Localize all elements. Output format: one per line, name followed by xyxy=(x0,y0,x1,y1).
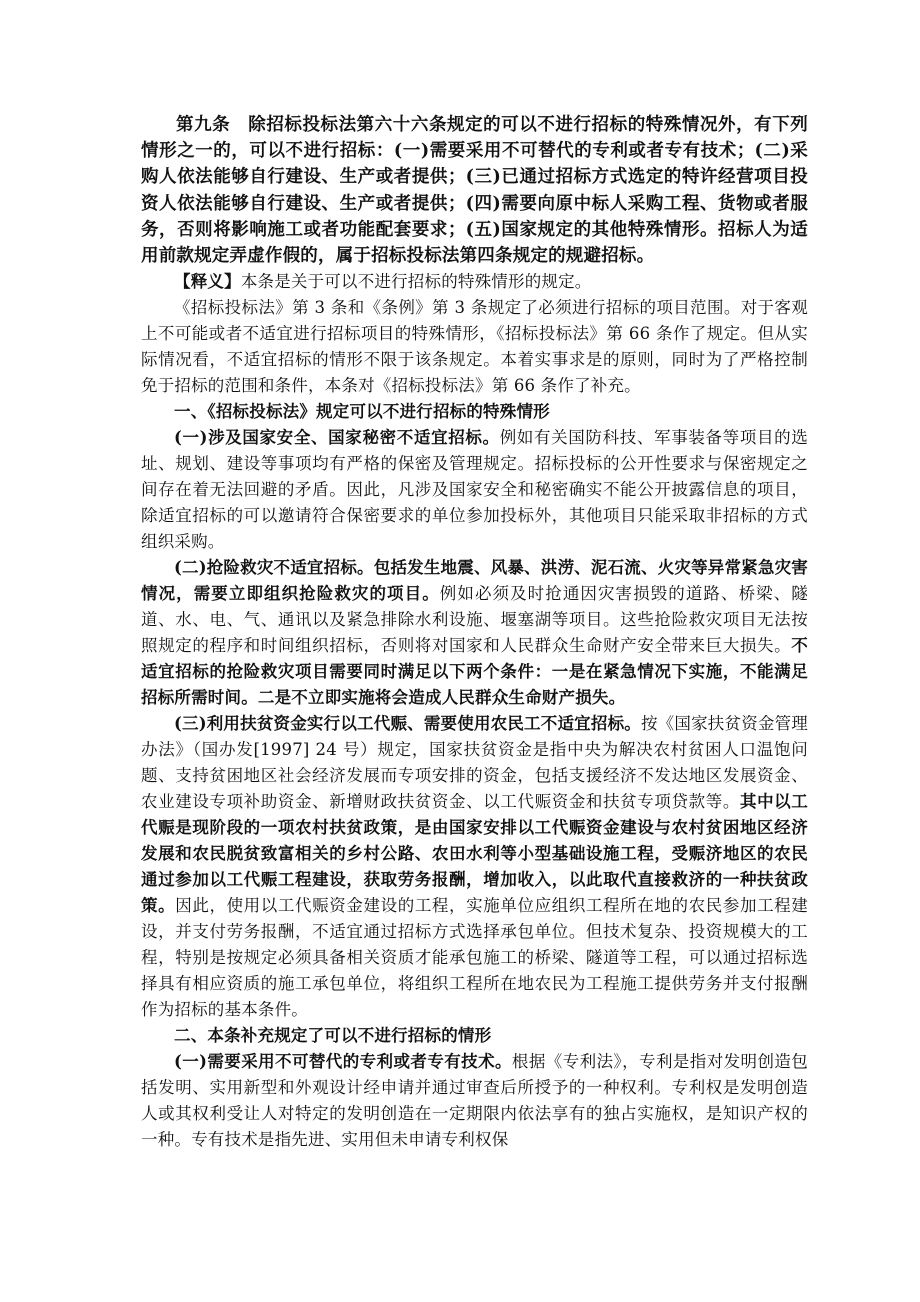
interpretation-paragraph xyxy=(141,269,808,295)
section-1-item-1-lead: (一)涉及国家安全、国家秘密不适宜招标。 xyxy=(174,428,500,448)
section-1-item-1 xyxy=(141,425,808,555)
section-1-item-3-text-2: 因此，使用以工代赈资金建设的工程，实施单位应组织工程所在地的农民参加工程建设，并支付劳务报酬，不适宜通过招标方式选择承包单位。但技术复杂、投资规模大的工程，特别是按规定必须具备相关资质才能承包施工的桥梁、隧道等工程，可以通过招标选择具有相应资质的施工承包单位，将组织工程所在地农民为工程施工提供劳务并支付报酬作为招标的基本条件。 xyxy=(141,896,808,1020)
section-1-item-3 xyxy=(141,711,808,1023)
interpretation-label: 【释义】 xyxy=(174,272,241,292)
section-1-item-2-lead: (二)抢险救灾不适宜招标。包括发生地震、风暴、洪涝、泥石流、火灾等异常紧急灾害情况，需要立即组织抢险救灾的项目。 xyxy=(141,558,808,604)
section-2-heading: 二、本条补充规定了可以不进行招标的情形 xyxy=(174,1026,492,1046)
section-2-item-1-text: 根据《专利法》，专利是指对发明创造包括发明、实用新型和外观设计经申请并通过审查后所授予的一种权利。专利权是发明创造人或其权利受让人对特定的发明创造在一定期限内依法享有的独占实施权，是知识产权的一种。专有技术是指先进、实用但未申请专利权保 xyxy=(141,1052,808,1150)
section-1-item-3-bold: 其中以工代赈是现阶段的一项农村扶贫政策，是由国家安排以工代赈资金建设与农村贫困地区经济发展和农民脱贫致富相关的乡村公路、农田水利等小型基础设施工程，受赈济地区的农民通过参加以工代赈工程建设，获取劳务报酬，增加收入，以此取代直接救济的一种扶贫政策。 xyxy=(141,792,808,916)
section-1-item-2-tail: 不适宜招标的抢险救灾项目需要同时满足以下两个条件：一是在紧急情况下实施，不能满足招标所需时间。二是不立即实施将会造成人民群众生命财产损失。 xyxy=(141,636,808,708)
section-1-item-1-text: 例如有关国防科技、军事装备等项目的选址、规划、建设等事项均有严格的保密及管理规定。招标投标的公开性要求与保密规定之间存在着无法回避的矛盾。因此，凡涉及国家安全和秘密确实不能公开披露信息的项目，除适宜招标的可以邀请符合保密要求的单位参加投标外，其他项目只能采取非招标的方式组织采购。 xyxy=(141,428,808,552)
section-1-item-3-lead: (三)利用扶贫资金实行以工代赈、需要使用农民工不适宜招标。 xyxy=(174,714,641,734)
section-1-item-3-text-1: 按《国家扶贫资金管理办法》（国办发[1997] 24 号）规定，国家扶贫资金是指中央为解决农村贫困人口温饱问题、支持贫困地区社会经济发展而专项安排的资金，包括支援经济不发达地区发展资金、农业建设专项补助资金、新增财政扶贫资金、以工代赈资金和扶贫专项贷款等。 xyxy=(141,714,809,812)
section-2-item-1-lead: (一)需要采用不可替代的专利或者专有技术。 xyxy=(174,1052,512,1072)
interpretation-text: 本条是关于可以不进行招标的特殊情形的规定。 xyxy=(240,272,592,292)
intro-paragraph: 《招标投标法》第 3 条和《条例》第 3 条规定了必须进行招标的项目范围。对于客观上不可能或者不适宜进行招标项目的特殊情形，《招标投标法》第 66 条作了规定。但从实际情况看，不适宜招标的情形不限于该条规定。本着实事求是的原则，同时为了严格控制免于招标的范围和条件，本条对《招标投标法》第 66 条作了补充。 xyxy=(141,298,808,396)
section-1-item-2-text: 例如必须及时抢通因灾害损毁的道路、桥梁、隧道、水、电、气、通讯以及紧急排除水利设施、堰塞湖等项目。这些抢险救灾项目无法按照规定的程序和时间组织招标，否则将对国家和人民群众生命财产安全带来巨大损失。 xyxy=(141,584,809,656)
section-1-item-2 xyxy=(141,555,808,711)
article-9-text: 第九条 除招标投标法第六十六条规定的可以不进行招标的特殊情况外，有下列情形之一的，可以不进行招标：(一)需要采用不可替代的专利或者专有技术；(二)采购人依法能够自行建设、生产或者提供；(三)已通过招标方式选定的特许经营项目投资人依法能够自行建设、生产或者提供；(四)需要向原中标人采购工程、货物或者服务，否则将影响施工或者功能配套要求；(五)国家规定的其他特殊情形。招标人为适用前款规定弄虚作假的，属于招标投标法第四条规定的规避招标。 xyxy=(141,115,808,267)
section-1-heading: 一、《招标投标法》规定可以不进行招标的特殊情形 xyxy=(174,402,550,422)
section-2-item-1 xyxy=(141,1049,808,1153)
